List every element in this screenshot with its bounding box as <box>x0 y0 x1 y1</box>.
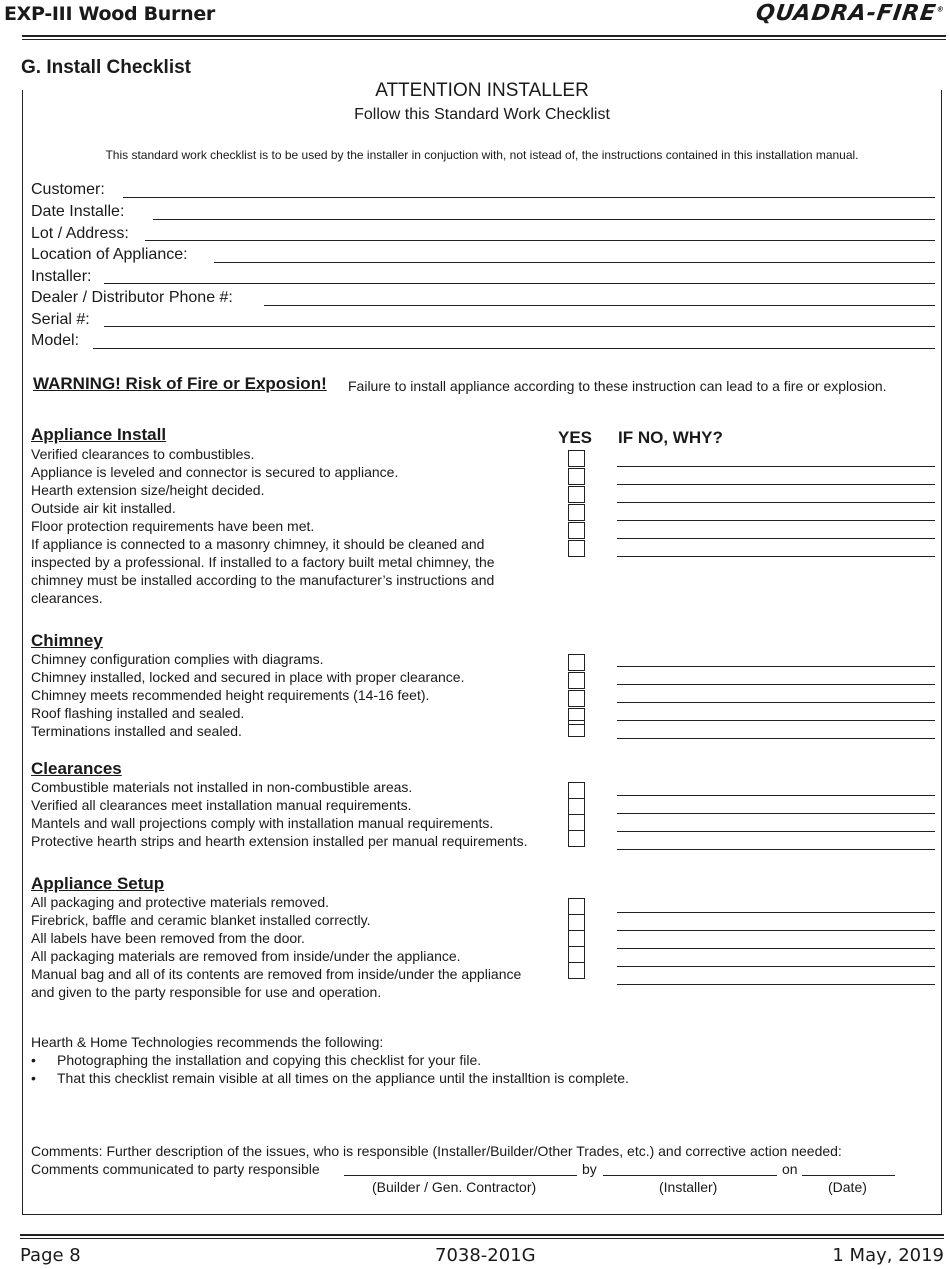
attention-heading: ATTENTION INSTALLER <box>375 80 589 101</box>
field-phone-line[interactable] <box>264 305 935 306</box>
yes-checkbox[interactable] <box>568 946 585 963</box>
document-title: EXP-III Wood Burner <box>4 3 215 25</box>
header-rule-thin <box>22 39 946 40</box>
page-number: Page 8 <box>20 1245 81 1266</box>
field-phone-label: Dealer / Distributor Phone #: <box>31 289 233 306</box>
checklist-item: Appliance is leveled and connector is secured to appliance. <box>31 464 399 480</box>
field-customer-line[interactable] <box>123 197 935 198</box>
trademark-mark: ® <box>935 5 946 14</box>
yes-checkbox[interactable] <box>568 814 585 831</box>
subtitle: Follow this Standard Work Checklist <box>354 106 610 123</box>
checklist-item: All packaging materials are removed from inside/under the appliance. <box>31 948 461 964</box>
why-line[interactable] <box>617 520 935 521</box>
why-line[interactable] <box>617 666 935 667</box>
section-appliance-install: Appliance Install <box>31 425 167 444</box>
yes-checkbox[interactable] <box>568 654 585 671</box>
why-line[interactable] <box>617 538 935 539</box>
warning-heading: WARNING! Risk of Fire or Exposion! <box>33 374 327 393</box>
recommend-item: That this checklist remain visible at all times on the appliance until the installtion is complete. <box>57 1070 629 1086</box>
field-date-label: Date Installe: <box>31 203 125 220</box>
builder-caption: (Builder / Gen. Contractor) <box>372 1179 537 1195</box>
checklist-item: and given to the party responsible for use and operation. <box>31 984 382 1000</box>
yes-checkbox[interactable] <box>568 914 585 931</box>
why-line[interactable] <box>617 948 935 949</box>
field-address-line[interactable] <box>145 240 935 241</box>
checklist-item: Chimney configuration complies with diagrams. <box>31 651 324 667</box>
checklist-item: Chimney installed, locked and secured in place with proper clearance. <box>31 669 465 685</box>
checklist-item: Combustible materials not installed in non-combustible areas. <box>31 779 413 795</box>
header-rule <box>22 35 946 37</box>
field-serial-line[interactable] <box>104 326 935 327</box>
yes-column-header: YES <box>558 428 593 447</box>
checklist-item: chimney must be installed according to the manufacturer’s instructions and <box>31 572 495 588</box>
checklist-item: Protective hearth strips and hearth extension installed per manual requirements. <box>31 833 528 849</box>
why-line[interactable] <box>617 738 935 739</box>
checklist-item: Roof flashing installed and sealed. <box>31 705 245 721</box>
why-line[interactable] <box>617 912 935 913</box>
field-installer-line[interactable] <box>104 283 935 284</box>
yes-checkbox[interactable] <box>568 830 585 847</box>
yes-checkbox[interactable] <box>568 962 585 979</box>
field-location-label: Location of Appliance: <box>31 246 188 263</box>
installer-signature-line[interactable] <box>603 1175 777 1176</box>
checklist-item: All packaging and protective materials removed. <box>31 894 330 910</box>
by-label: by <box>582 1161 597 1177</box>
field-installer-label: Installer: <box>31 268 92 285</box>
checklist-item: All labels have been removed from the door. <box>31 930 305 946</box>
yes-checkbox[interactable] <box>568 720 585 737</box>
date-signature-line[interactable] <box>802 1175 895 1176</box>
comments-communicated-label: Comments communicated to party responsible <box>31 1161 320 1177</box>
field-serial-label: Serial #: <box>31 311 90 328</box>
why-line[interactable] <box>617 556 935 557</box>
checklist-item: inspected by a professional. If installed to a factory built metal chimney, the <box>31 554 495 570</box>
why-column-header: IF NO, WHY? <box>618 428 723 447</box>
why-line[interactable] <box>617 831 935 832</box>
checklist-item: Verified clearances to combustibles. <box>31 446 255 462</box>
yes-checkbox[interactable] <box>568 504 585 521</box>
footer-rule <box>20 1234 944 1236</box>
checklist-item: Chimney meets recommended height requirements (14-16 feet). <box>31 687 430 703</box>
yes-checkbox[interactable] <box>568 898 585 915</box>
why-line[interactable] <box>617 930 935 931</box>
why-line[interactable] <box>617 684 935 685</box>
why-line[interactable] <box>617 484 935 485</box>
footer-rule-thin <box>20 1238 944 1239</box>
checklist-item: Firebrick, baffle and ceramic blanket installed correctly. <box>31 912 371 928</box>
checklist-item: Manual bag and all of its contents are removed from inside/under the appliance <box>31 966 522 982</box>
on-label: on <box>782 1161 798 1177</box>
why-line[interactable] <box>617 966 935 967</box>
recommend-item: Photographing the installation and copying this checklist for your file. <box>57 1052 482 1068</box>
why-line[interactable] <box>617 849 935 850</box>
installer-caption: (Installer) <box>659 1179 718 1195</box>
bullet-marker: • <box>31 1070 36 1086</box>
warning-text: Failure to install appliance according to these instruction can lead to a fire or explosion. <box>348 378 887 394</box>
why-line[interactable] <box>617 502 935 503</box>
checklist-item: Mantels and wall projections comply with installation manual requirements. <box>31 815 494 831</box>
checklist-item: Outside air kit installed. <box>31 500 176 516</box>
why-line[interactable] <box>617 795 935 796</box>
section-title: G. Install Checklist <box>21 57 191 78</box>
yes-checkbox[interactable] <box>568 522 585 539</box>
checklist-item: If appliance is connected to a masonry chimney, it should be cleaned and <box>31 536 485 552</box>
builder-signature-line[interactable] <box>344 1175 577 1176</box>
field-address-label: Lot / Address: <box>31 225 129 242</box>
yes-checkbox[interactable] <box>568 782 585 799</box>
recommend-intro: Hearth & Home Technologies recommends the following: <box>31 1034 384 1050</box>
yes-checkbox[interactable] <box>568 486 585 503</box>
yes-checkbox[interactable] <box>568 672 585 689</box>
document-number: 7038-201G <box>435 1245 536 1266</box>
field-model-label: Model: <box>31 332 80 349</box>
field-customer-label: Customer: <box>31 181 105 198</box>
checklist-item: Hearth extension size/height decided. <box>31 482 265 498</box>
yes-checkbox[interactable] <box>568 540 585 557</box>
document-date: 1 May, 2019 <box>832 1245 944 1266</box>
yes-checkbox[interactable] <box>568 930 585 947</box>
date-caption: (Date) <box>828 1179 867 1195</box>
checklist-item: Terminations installed and sealed. <box>31 723 242 739</box>
yes-checkbox[interactable] <box>568 468 585 485</box>
why-line[interactable] <box>617 813 935 814</box>
field-model-line[interactable] <box>93 348 935 349</box>
yes-checkbox[interactable] <box>568 798 585 815</box>
intro-note: This standard work checklist is to be used by the installer in conjuction with, not istead of, the instructions contained in this installation manual. <box>105 148 859 162</box>
checklist-item: Floor protection requirements have been met. <box>31 518 315 534</box>
brand-logo-text: QUADRA-FIRE <box>754 1 938 26</box>
brand-logo <box>754 1 946 26</box>
why-line[interactable] <box>617 466 935 467</box>
why-line[interactable] <box>617 720 935 721</box>
why-line[interactable] <box>617 702 935 703</box>
bullet-marker: • <box>31 1052 36 1068</box>
field-date-line[interactable] <box>153 219 935 220</box>
section-appliance-setup: Appliance Setup <box>31 874 165 893</box>
yes-checkbox[interactable] <box>568 450 585 467</box>
comments-instruction: Comments: Further description of the issues, who is responsible (Installer/Builder/Other Trades, etc.) and corrective action needed: <box>31 1143 842 1159</box>
field-location-line[interactable] <box>214 262 935 263</box>
section-clearances: Clearances <box>31 759 122 778</box>
checklist-item: Verified all clearances meet installation manual requirements. <box>31 797 412 813</box>
why-line[interactable] <box>617 984 935 985</box>
checklist-item: clearances. <box>31 590 103 606</box>
yes-checkbox[interactable] <box>568 690 585 707</box>
section-chimney: Chimney <box>31 631 103 650</box>
